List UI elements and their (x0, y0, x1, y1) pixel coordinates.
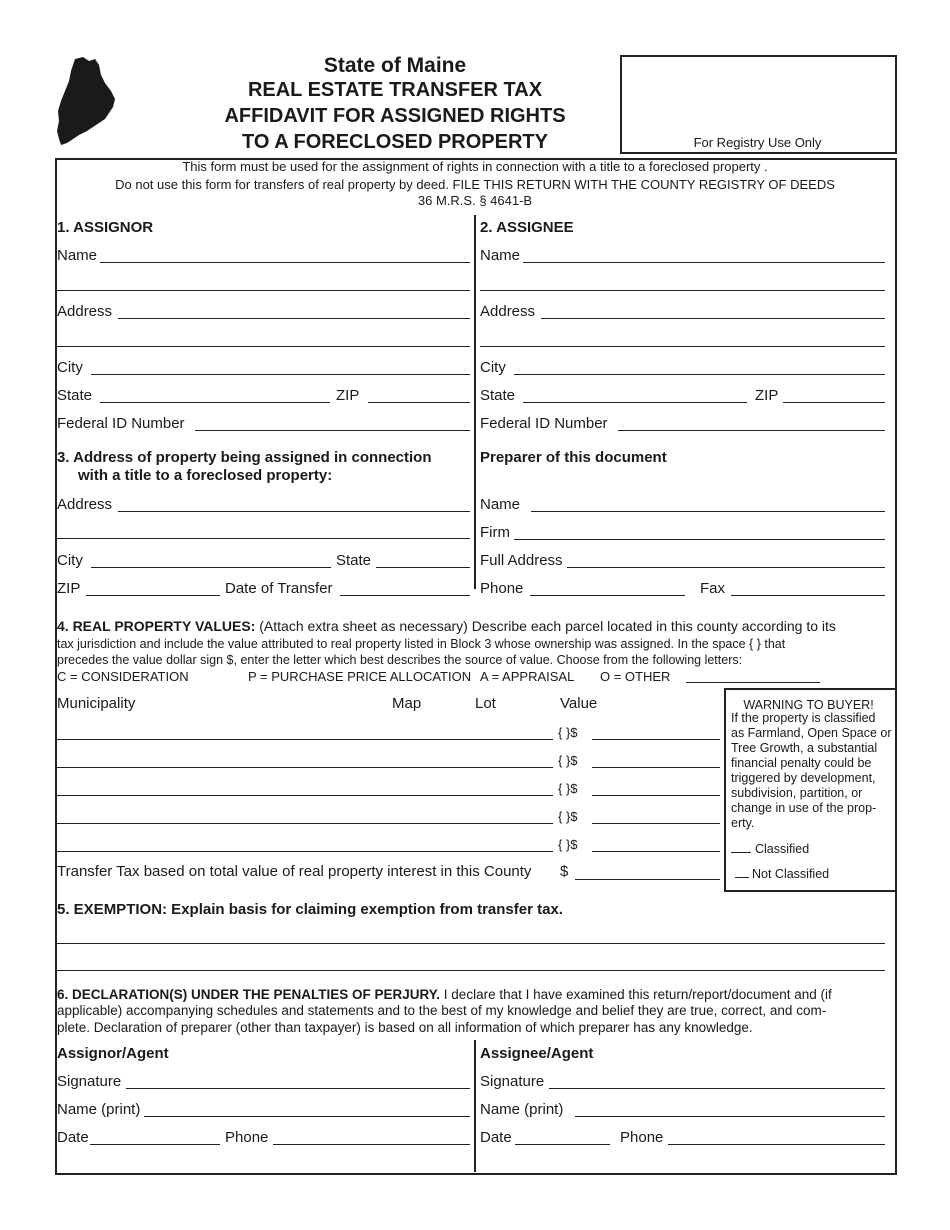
assignor-name-print-label: Name (print) (57, 1101, 141, 1118)
values-heading: 4. REAL PROPERTY VALUES: (57, 618, 256, 634)
classified-label: Classified (755, 842, 810, 856)
assignor-address-label: Address (57, 303, 113, 320)
assignor-date-label: Date (57, 1129, 89, 1146)
property-heading-line2: with a title to a foreclosed property: (78, 467, 333, 484)
preparer-address-field[interactable] (567, 567, 885, 568)
declaration-line3: plete. Declaration of preparer (other than taxpayer) is based on all information of which preparer has any knowledge. (57, 1020, 753, 1035)
property-city-field[interactable] (91, 567, 331, 568)
warning-line: erty. (731, 816, 755, 830)
value-row-1-amount[interactable] (592, 739, 720, 740)
value-row-4-code[interactable]: { }$ (558, 809, 578, 824)
assignor-state-label: State (57, 387, 93, 404)
preparer-heading: Preparer of this document (480, 449, 667, 466)
preparer-firm-label: Firm (480, 524, 510, 541)
preparer-fax-label: Fax (700, 580, 726, 597)
preparer-phone-label: Phone (480, 580, 524, 597)
assignee-address-field[interactable] (541, 318, 885, 319)
intro-statute: 36 M.R.S. § 4641-B (417, 193, 533, 208)
assignee-city-field[interactable] (514, 374, 885, 375)
values-intro-line2: tax jurisdiction and include the value attributed to real property listed in Block 3 whose ownership was assigned. In the space { } that (57, 637, 786, 651)
col-value: Value (560, 695, 598, 712)
warning-line: subdivision, partition, or (731, 786, 863, 800)
property-state-field[interactable] (376, 567, 470, 568)
form-title-line3: TO A FORECLOSED PROPERTY (242, 131, 548, 153)
warning-line: If the property is classified (731, 711, 876, 725)
total-tax-field[interactable] (575, 879, 720, 880)
code-other: O = OTHER (600, 669, 671, 684)
assignee-city-label: City (480, 359, 506, 376)
value-row-1-municipality[interactable] (57, 739, 553, 740)
registry-label: For Registry Use Only (693, 135, 822, 150)
warning-line: triggered by development, (731, 771, 876, 785)
assignor-date-field[interactable] (90, 1144, 220, 1145)
assignee-zip-field[interactable] (783, 402, 885, 403)
declaration-heading: 6. DECLARATION(S) UNDER THE PENALTIES OF PERJURY. (57, 987, 441, 1002)
warning-line: change in use of the prop- (731, 801, 877, 815)
preparer-fax-field[interactable] (731, 595, 885, 596)
preparer-name-field[interactable] (531, 511, 885, 512)
not-classified-checkbox[interactable] (735, 877, 749, 878)
assignor-signature-field[interactable] (126, 1088, 470, 1089)
assignee-phone-label: Phone (620, 1129, 664, 1146)
assignor-name-print-field[interactable] (144, 1116, 470, 1117)
code-purchase-price: P = PURCHASE PRICE ALLOCATION (248, 669, 472, 684)
property-heading-line1: 3. Address of property being assigned in connection (57, 449, 432, 466)
declaration-line1-rest: I declare that I have examined this return/report/document and (if (443, 987, 832, 1002)
value-row-1-code[interactable]: { }$ (558, 725, 578, 740)
assignee-date-label: Date (480, 1129, 512, 1146)
assignee-address-label: Address (480, 303, 536, 320)
code-consideration: C = CONSIDERATION (57, 669, 189, 684)
assignee-name-field[interactable] (523, 262, 885, 263)
assignor-agent-heading: Assignor/Agent (57, 1045, 169, 1062)
property-city-label: City (57, 552, 83, 569)
value-row-3-municipality[interactable] (57, 795, 553, 796)
assignor-state-field[interactable] (100, 402, 330, 403)
not-classified-label: Not Classified (752, 867, 830, 881)
preparer-address-label: Full Address (480, 552, 563, 569)
assignee-date-field[interactable] (515, 1144, 610, 1145)
value-row-5-amount[interactable] (592, 851, 720, 852)
property-address-field[interactable] (118, 511, 470, 512)
form-title-line1: REAL ESTATE TRANSFER TAX (247, 79, 543, 101)
assignor-fedid-label: Federal ID Number (57, 415, 185, 432)
warning-line: as Farmland, Open Space or (731, 726, 892, 740)
assignor-signature-label: Signature (57, 1073, 122, 1090)
assignee-name-print-label: Name (print) (480, 1101, 564, 1118)
assignee-signature-label: Signature (480, 1073, 545, 1090)
assignor-city-field[interactable] (91, 374, 470, 375)
value-row-2-municipality[interactable] (57, 767, 553, 768)
code-other-field[interactable] (686, 682, 820, 683)
value-row-3-amount[interactable] (592, 795, 720, 796)
state-title: State of Maine (323, 54, 467, 77)
assignor-address-field-2[interactable] (57, 346, 470, 347)
values-intro-line3: precedes the value dollar sign $, enter the letter which best describes the source of value. Choose from the following letters: (57, 653, 743, 667)
col-map: Map (392, 695, 422, 712)
assignor-name-field[interactable] (100, 262, 470, 263)
value-row-5-code[interactable]: { }$ (558, 837, 578, 852)
preparer-phone-field[interactable] (530, 595, 685, 596)
warning-line: financial penalty could be (731, 756, 872, 770)
assignee-fedid-field[interactable] (618, 430, 885, 431)
assignor-fedid-field[interactable] (195, 430, 470, 431)
exemption-field-1[interactable] (57, 943, 885, 944)
assignor-address-field[interactable] (118, 318, 470, 319)
warning-title: WARNING TO BUYER! (743, 698, 874, 712)
value-row-4-amount[interactable] (592, 823, 720, 824)
declaration-line2: applicable) accompanying schedules and statements and to the best of my knowledge and belief they are true, correct, and com- (57, 1003, 827, 1018)
assignee-state-field[interactable] (523, 402, 747, 403)
assignee-name-field-2[interactable] (480, 290, 885, 291)
col-municipality: Municipality (57, 695, 136, 712)
intro-line1: This form must be used for the assignment of rights in connection with a title to a foreclosed property . (182, 159, 768, 174)
assignor-zip-field[interactable] (368, 402, 470, 403)
col-lot: Lot (475, 695, 496, 712)
assignee-zip-label: ZIP (755, 387, 779, 404)
signature-divider (474, 1040, 476, 1172)
values-intro-line1 (57, 617, 836, 635)
warning-text (731, 711, 893, 831)
value-row-5-municipality[interactable] (57, 851, 553, 852)
preparer-name-label: Name (480, 496, 521, 513)
assignee-phone-field[interactable] (668, 1144, 885, 1145)
assignee-heading: 2. ASSIGNEE (480, 219, 574, 236)
form-title-line2: AFFIDAVIT FOR ASSIGNED RIGHTS (224, 105, 566, 127)
assignor-name-field-2[interactable] (57, 290, 470, 291)
assignee-name-label: Name (480, 247, 521, 264)
assignee-agent-heading: Assignee/Agent (480, 1045, 594, 1062)
property-date-label: Date of Transfer (225, 580, 333, 597)
intro-line2: Do not use this form for transfers of real property by deed. FILE THIS RETURN WITH THE COUNTY REGISTRY OF DEEDS (115, 177, 835, 192)
values-intro-rest: (Attach extra sheet as necessary) Describe each parcel located in this county according to its (259, 618, 836, 634)
total-dollar-sign: $ (560, 863, 569, 880)
assignor-phone-field[interactable] (273, 1144, 470, 1145)
exemption-heading: 5. EXEMPTION: Explain basis for claiming exemption from transfer tax. (57, 901, 563, 918)
value-row-3-code[interactable]: { }$ (558, 781, 578, 796)
value-row-4-municipality[interactable] (57, 823, 553, 824)
assignor-zip-label: ZIP (336, 387, 360, 404)
section-divider (474, 215, 476, 589)
property-address-field-2[interactable] (57, 538, 470, 539)
warning-line: Tree Growth, a substantial (731, 741, 878, 755)
total-tax-label: Transfer Tax based on total value of real property interest in this County (57, 863, 532, 880)
property-zip-field[interactable] (86, 595, 220, 596)
maine-state-logo (55, 55, 117, 147)
value-row-2-amount[interactable] (592, 767, 720, 768)
assignee-name-print-field[interactable] (575, 1116, 885, 1117)
assignor-phone-label: Phone (225, 1129, 269, 1146)
assignor-heading: 1. ASSIGNOR (57, 219, 154, 236)
value-row-2-code[interactable]: { }$ (558, 753, 578, 768)
assignee-state-label: State (480, 387, 516, 404)
property-zip-label: ZIP (57, 580, 81, 597)
assignee-address-field-2[interactable] (480, 346, 885, 347)
property-date-field[interactable] (340, 595, 470, 596)
property-address-label: Address (57, 496, 113, 513)
assignee-signature-field[interactable] (549, 1088, 885, 1089)
assignee-fedid-label: Federal ID Number (480, 415, 608, 432)
assignor-name-label: Name (57, 247, 98, 264)
assignor-city-label: City (57, 359, 83, 376)
code-appraisal: A = APPRAISAL (480, 669, 575, 684)
preparer-firm-field[interactable] (514, 539, 885, 540)
classified-checkbox[interactable] (731, 852, 751, 853)
property-state-label: State (336, 552, 372, 569)
exemption-field-2[interactable] (57, 970, 885, 971)
